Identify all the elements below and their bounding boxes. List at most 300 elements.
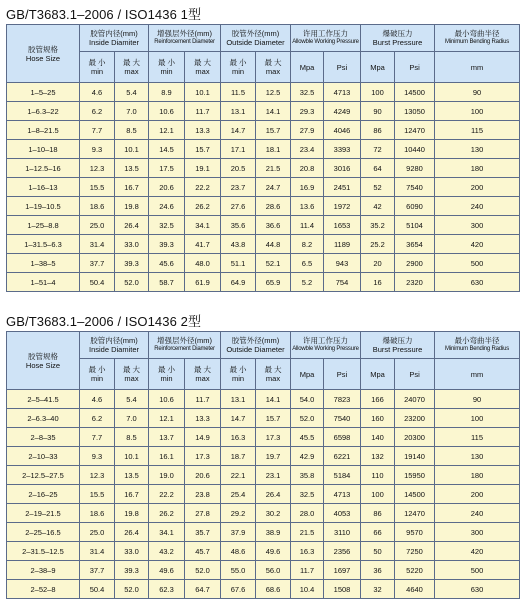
table-cell: 13.1: [221, 390, 256, 409]
table-cell: 14.5: [149, 140, 185, 159]
table-cell: 64.7: [185, 580, 221, 599]
table-cell: 160: [361, 409, 395, 428]
table-cell: 130: [435, 140, 520, 159]
table-cell: 50: [361, 542, 395, 561]
table-block-2: [6, 313, 519, 599]
table-cell: 31.4: [80, 542, 115, 561]
table-cell: 52.0: [185, 561, 221, 580]
subheader-min: 最 小 min: [221, 359, 256, 390]
hose-size-cell: 2–10–33: [7, 447, 80, 466]
table-cell: 100: [361, 485, 395, 504]
table-cell: 24.6: [149, 197, 185, 216]
table-cell: 12.1: [149, 121, 185, 140]
table-cell: 68.6: [256, 580, 291, 599]
table-cell: 25.0: [80, 216, 115, 235]
table-cell: 36: [361, 561, 395, 580]
table-cell: 5184: [324, 466, 361, 485]
table-row: [7, 542, 520, 561]
table-cell: 34.1: [185, 216, 221, 235]
table-cell: 22.1: [221, 466, 256, 485]
table-cell: 10440: [395, 140, 435, 159]
table-row: [7, 447, 520, 466]
spec-table: [6, 331, 520, 599]
table-cell: 64: [361, 159, 395, 178]
table-cell: 4713: [324, 485, 361, 504]
table-row: [7, 140, 520, 159]
table-cell: 100: [435, 409, 520, 428]
subheader-max: 最 大 max: [115, 52, 149, 83]
subheader-mpa: Mpa: [291, 52, 324, 83]
table-cell: 754: [324, 273, 361, 292]
table-cell: 58.7: [149, 273, 185, 292]
hose-size-cell: 1–25–8.8: [7, 216, 80, 235]
table-row: [7, 561, 520, 580]
table-cell: 630: [435, 580, 520, 599]
table-cell: 52.0: [291, 409, 324, 428]
table-cell: 37.7: [80, 254, 115, 273]
table-cell: 140: [361, 428, 395, 447]
table-cell: 15.7: [185, 140, 221, 159]
header-row-1: [7, 332, 520, 359]
table-cell: 2451: [324, 178, 361, 197]
table-cell: 2356: [324, 542, 361, 561]
subheader-min: 最 小 min: [149, 359, 185, 390]
header-outside-diameter: 胶管外径(mm) Outside Diameter: [221, 25, 291, 52]
table-cell: 500: [435, 254, 520, 273]
table-cell: 18.6: [80, 197, 115, 216]
header-reinforcement-diameter: 增强层外径(mm) Reinforcement Diameter: [149, 332, 221, 359]
table-cell: 7540: [324, 409, 361, 428]
subheader-max: 最 大 max: [256, 52, 291, 83]
table-cell: 27.9: [291, 121, 324, 140]
subheader-max: 最 大 max: [185, 52, 221, 83]
table-cell: 27.8: [185, 504, 221, 523]
table-cell: 24070: [395, 390, 435, 409]
table-cell: 26.2: [149, 504, 185, 523]
table-cell: 180: [435, 159, 520, 178]
header-hose-size: 胶管规格 Hose Size: [7, 25, 80, 83]
table-cell: 25.0: [80, 523, 115, 542]
table-cell: 1508: [324, 580, 361, 599]
table-cell: 115: [435, 121, 520, 140]
table-cell: 30.2: [256, 504, 291, 523]
subheader-max: 最 大 max: [185, 359, 221, 390]
table-cell: 943: [324, 254, 361, 273]
table-cell: 35.8: [291, 466, 324, 485]
table-row: [7, 466, 520, 485]
table-cell: 17.1: [221, 140, 256, 159]
table-cell: 14500: [395, 485, 435, 504]
table-cell: 13.6: [291, 197, 324, 216]
table-cell: 36.6: [256, 216, 291, 235]
table-cell: 26.4: [115, 523, 149, 542]
table-cell: 20.8: [291, 159, 324, 178]
table-cell: 19.0: [149, 466, 185, 485]
hose-size-cell: 1–5–25: [7, 83, 80, 102]
table-cell: 132: [361, 447, 395, 466]
table-cell: 65.9: [256, 273, 291, 292]
table-cell: 7.7: [80, 428, 115, 447]
table-cell: 48.6: [221, 542, 256, 561]
table-cell: 21.5: [256, 159, 291, 178]
table-cell: 19.8: [115, 197, 149, 216]
table-cell: 4713: [324, 83, 361, 102]
table-row: [7, 428, 520, 447]
table-cell: 21.5: [291, 523, 324, 542]
table-block-1: [6, 6, 519, 292]
subheader-psi: Psi: [395, 359, 435, 390]
table-cell: 26.2: [185, 197, 221, 216]
hose-size-cell: 1–8–21.5: [7, 121, 80, 140]
table-cell: 13.1: [221, 102, 256, 121]
table-cell: 5.2: [291, 273, 324, 292]
table-cell: 300: [435, 523, 520, 542]
table-cell: 11.7: [291, 561, 324, 580]
table-row: [7, 523, 520, 542]
table-row: [7, 216, 520, 235]
table-cell: 19.7: [256, 447, 291, 466]
table-cell: 14.7: [221, 121, 256, 140]
header-bending-radius: 最小弯曲半径 Minimum Bending Radius: [435, 332, 520, 359]
table-row: [7, 390, 520, 409]
table-cell: 37.7: [80, 561, 115, 580]
table-cell: 17.3: [256, 428, 291, 447]
table-cell: 32.5: [291, 83, 324, 102]
table-cell: 16.3: [291, 542, 324, 561]
table-cell: 15.7: [256, 121, 291, 140]
table-cell: 180: [435, 466, 520, 485]
table-cell: 14.9: [185, 428, 221, 447]
table-cell: 1189: [324, 235, 361, 254]
table-cell: 100: [435, 102, 520, 121]
table-cell: 22.2: [149, 485, 185, 504]
table-cell: 240: [435, 504, 520, 523]
table-cell: 11.7: [185, 390, 221, 409]
table-cell: 5220: [395, 561, 435, 580]
table-cell: 45.6: [149, 254, 185, 273]
table-cell: 10.4: [291, 580, 324, 599]
table-cell: 29.3: [291, 102, 324, 121]
table-cell: 61.9: [185, 273, 221, 292]
table-cell: 23.8: [185, 485, 221, 504]
table-cell: 10.1: [115, 140, 149, 159]
table-cell: 3016: [324, 159, 361, 178]
table-row: [7, 485, 520, 504]
table-cell: 13.3: [185, 121, 221, 140]
table-cell: 13050: [395, 102, 435, 121]
table-cell: 45.5: [291, 428, 324, 447]
table-cell: 18.6: [80, 504, 115, 523]
hose-size-cell: 1–31.5–6.3: [7, 235, 80, 254]
table-cell: 33.0: [115, 235, 149, 254]
table-cell: 23.7: [221, 178, 256, 197]
table-cell: 64.9: [221, 273, 256, 292]
table-cell: 18.7: [221, 447, 256, 466]
table-cell: 10.1: [115, 447, 149, 466]
subheader-min: 最 小 min: [149, 52, 185, 83]
table-body: [7, 390, 520, 599]
table-cell: 20.6: [149, 178, 185, 197]
table-cell: 67.6: [221, 580, 256, 599]
header-working-pressure: 许用工作压力 Allowble Working Pressure: [291, 25, 361, 52]
table-cell: 62.3: [149, 580, 185, 599]
table-cell: 8.2: [291, 235, 324, 254]
table-cell: 14.7: [221, 409, 256, 428]
table-cell: 1697: [324, 561, 361, 580]
subheader-psi: Psi: [324, 359, 361, 390]
table-cell: 15.5: [80, 485, 115, 504]
table-cell: 9570: [395, 523, 435, 542]
table-cell: 90: [435, 390, 520, 409]
table-cell: 4.6: [80, 83, 115, 102]
table-body: [7, 83, 520, 292]
hose-size-cell: 1–51–4: [7, 273, 80, 292]
table-cell: 13.3: [185, 409, 221, 428]
hose-size-cell: 1–6.3–22: [7, 102, 80, 121]
table-cell: 5.4: [115, 390, 149, 409]
table-cell: 31.4: [80, 235, 115, 254]
table-cell: 43.2: [149, 542, 185, 561]
spec-table: [6, 24, 520, 292]
table-cell: 90: [435, 83, 520, 102]
subheader-mpa: Mpa: [361, 359, 395, 390]
table-cell: 100: [361, 83, 395, 102]
table-cell: 37.9: [221, 523, 256, 542]
subheader-psi: Psi: [324, 52, 361, 83]
table-cell: 23200: [395, 409, 435, 428]
table-cell: 200: [435, 178, 520, 197]
hose-size-cell: 1–12.5–16: [7, 159, 80, 178]
hose-size-cell: 1–16–13: [7, 178, 80, 197]
table-cell: 12470: [395, 504, 435, 523]
hose-size-cell: 2–38–9: [7, 561, 80, 580]
table-cell: 7823: [324, 390, 361, 409]
table-cell: 23.1: [256, 466, 291, 485]
hose-size-cell: 2–8–35: [7, 428, 80, 447]
table-cell: 7540: [395, 178, 435, 197]
table-title: GB/T3683.1–2006 / ISO1436 2型: [6, 314, 202, 329]
table-cell: 11.7: [185, 102, 221, 121]
table-cell: 25.2: [361, 235, 395, 254]
header-row-2: [7, 52, 520, 83]
header-burst-pressure: 爆破压力 Burst Pressure: [361, 25, 435, 52]
table-cell: 50.4: [80, 273, 115, 292]
hose-size-cell: 2–25–16.5: [7, 523, 80, 542]
hose-size-cell: 2–52–8: [7, 580, 80, 599]
table-row: [7, 580, 520, 599]
table-row: [7, 254, 520, 273]
table-cell: 28.0: [291, 504, 324, 523]
subheader-mpa: Mpa: [291, 359, 324, 390]
table-cell: 35.6: [221, 216, 256, 235]
table-cell: 19.8: [115, 504, 149, 523]
subheader-mm: mm: [435, 359, 520, 390]
table-cell: 3393: [324, 140, 361, 159]
table-cell: 16.3: [221, 428, 256, 447]
table-cell: 115: [435, 428, 520, 447]
table-cell: 42.9: [291, 447, 324, 466]
table-cell: 14500: [395, 83, 435, 102]
table-cell: 19.1: [185, 159, 221, 178]
table-cell: 26.4: [115, 216, 149, 235]
table-cell: 24.7: [256, 178, 291, 197]
table-cell: 9280: [395, 159, 435, 178]
table-row: [7, 409, 520, 428]
subheader-psi: Psi: [395, 52, 435, 83]
header-inside-diameter: 胶管内径(mm) Inside Diamiter: [80, 332, 149, 359]
header-burst-pressure: 爆破压力 Burst Pressure: [361, 332, 435, 359]
table-cell: 52: [361, 178, 395, 197]
hose-size-cell: 2–6.3–40: [7, 409, 80, 428]
table-cell: 49.6: [256, 542, 291, 561]
table-cell: 13.5: [115, 159, 149, 178]
table-cell: 5104: [395, 216, 435, 235]
table-cell: 17.5: [149, 159, 185, 178]
table-cell: 500: [435, 561, 520, 580]
table-row: [7, 273, 520, 292]
subheader-max: 最 大 max: [115, 359, 149, 390]
table-cell: 6.2: [80, 102, 115, 121]
table-cell: 50.4: [80, 580, 115, 599]
table-cell: 29.2: [221, 504, 256, 523]
header-hose-size: 胶管规格 Hose Size: [7, 332, 80, 390]
table-cell: 2320: [395, 273, 435, 292]
table-cell: 420: [435, 542, 520, 561]
table-cell: 27.6: [221, 197, 256, 216]
table-cell: 56.0: [256, 561, 291, 580]
table-cell: 13.7: [149, 428, 185, 447]
subheader-min: 最 小 min: [80, 359, 115, 390]
subheader-min: 最 小 min: [80, 52, 115, 83]
table-cell: 42: [361, 197, 395, 216]
table-cell: 90: [361, 102, 395, 121]
hose-size-cell: 2–16–25: [7, 485, 80, 504]
hose-size-cell: 2–19–21.5: [7, 504, 80, 523]
table-cell: 32: [361, 580, 395, 599]
table-cell: 10.6: [149, 102, 185, 121]
table-cell: 20300: [395, 428, 435, 447]
table-cell: 52.0: [115, 580, 149, 599]
table-cell: 16.9: [291, 178, 324, 197]
table-cell: 44.8: [256, 235, 291, 254]
table-cell: 35.2: [361, 216, 395, 235]
table-cell: 49.6: [149, 561, 185, 580]
table-cell: 20.5: [221, 159, 256, 178]
table-cell: 14.1: [256, 102, 291, 121]
table-cell: 7.7: [80, 121, 115, 140]
table-cell: 12.3: [80, 159, 115, 178]
table-cell: 1653: [324, 216, 361, 235]
header-bending-radius: 最小弯曲半径 Minimum Bending Radius: [435, 25, 520, 52]
table-cell: 15950: [395, 466, 435, 485]
table-cell: 9.3: [80, 140, 115, 159]
table-cell: 41.7: [185, 235, 221, 254]
table-row: [7, 83, 520, 102]
table-cell: 55.0: [221, 561, 256, 580]
table-row: [7, 235, 520, 254]
table-cell: 39.3: [115, 561, 149, 580]
table-cell: 66: [361, 523, 395, 542]
hose-size-cell: 2–31.5–12.5: [7, 542, 80, 561]
table-cell: 12.3: [80, 466, 115, 485]
table-cell: 39.3: [149, 235, 185, 254]
table-title: GB/T3683.1–2006 / ISO1436 1型: [6, 7, 202, 22]
table-cell: 17.3: [185, 447, 221, 466]
table-cell: 7250: [395, 542, 435, 561]
table-cell: 51.1: [221, 254, 256, 273]
table-cell: 7.0: [115, 409, 149, 428]
table-cell: 15.7: [256, 409, 291, 428]
hose-size-cell: 1–38–5: [7, 254, 80, 273]
table-cell: 12.1: [149, 409, 185, 428]
table-cell: 6.5: [291, 254, 324, 273]
table-cell: 20: [361, 254, 395, 273]
hose-size-cell: 1–19–10.5: [7, 197, 80, 216]
header-row-2: [7, 359, 520, 390]
table-cell: 6090: [395, 197, 435, 216]
table-cell: 13.5: [115, 466, 149, 485]
table-cell: 28.6: [256, 197, 291, 216]
table-cell: 12.5: [256, 83, 291, 102]
table-cell: 19140: [395, 447, 435, 466]
table-cell: 20.6: [185, 466, 221, 485]
table-cell: 3110: [324, 523, 361, 542]
table-cell: 10.1: [185, 83, 221, 102]
table-cell: 8.5: [115, 121, 149, 140]
subheader-min: 最 小 min: [221, 52, 256, 83]
table-cell: 110: [361, 466, 395, 485]
table-cell: 72: [361, 140, 395, 159]
table-cell: 11.5: [221, 83, 256, 102]
table-cell: 4640: [395, 580, 435, 599]
table-cell: 2900: [395, 254, 435, 273]
table-cell: 52.0: [115, 273, 149, 292]
hose-size-cell: 1–10–18: [7, 140, 80, 159]
table-cell: 1972: [324, 197, 361, 216]
header-outside-diameter: 胶管外径(mm) Outside Diameter: [221, 332, 291, 359]
table-cell: 3654: [395, 235, 435, 254]
table-cell: 8.5: [115, 428, 149, 447]
table-cell: 45.7: [185, 542, 221, 561]
table-cell: 4053: [324, 504, 361, 523]
table-cell: 38.9: [256, 523, 291, 542]
table-cell: 15.5: [80, 178, 115, 197]
table-cell: 200: [435, 485, 520, 504]
hose-size-cell: 2–5–41.5: [7, 390, 80, 409]
table-cell: 5.4: [115, 83, 149, 102]
table-cell: 9.3: [80, 447, 115, 466]
table-cell: 166: [361, 390, 395, 409]
subheader-mm: mm: [435, 52, 520, 83]
table-cell: 6598: [324, 428, 361, 447]
table-cell: 26.4: [256, 485, 291, 504]
table-cell: 8.9: [149, 83, 185, 102]
header-working-pressure: 许用工作压力 Allowble Working Pressure: [291, 332, 361, 359]
table-cell: 420: [435, 235, 520, 254]
table-cell: 48.0: [185, 254, 221, 273]
table-cell: 10.6: [149, 390, 185, 409]
table-cell: 7.0: [115, 102, 149, 121]
table-cell: 14.1: [256, 390, 291, 409]
table-cell: 43.8: [221, 235, 256, 254]
table-cell: 32.5: [291, 485, 324, 504]
table-cell: 6.2: [80, 409, 115, 428]
table-cell: 25.4: [221, 485, 256, 504]
header-reinforcement-diameter: 增强层外径(mm) Reinforcement Diameter: [149, 25, 221, 52]
table-cell: 6221: [324, 447, 361, 466]
subheader-max: 最 大 max: [256, 359, 291, 390]
table-cell: 300: [435, 216, 520, 235]
